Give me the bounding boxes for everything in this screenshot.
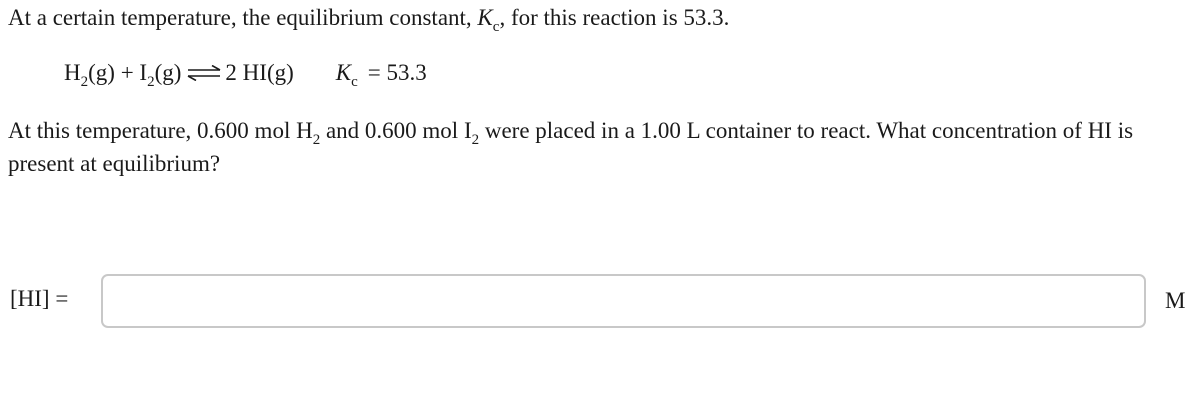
intro-part-1: At a certain temperature, the equilibrium constant, <box>8 5 478 30</box>
equilibrium-arrow-icon <box>187 65 221 81</box>
answer-input[interactable] <box>101 274 1146 328</box>
question-sub-1: 2 <box>312 132 321 148</box>
answer-row <box>0 274 1200 328</box>
k-symbol: K <box>477 5 493 30</box>
iodine-state: (g) <box>154 60 182 85</box>
equation-k-subscript: c <box>351 74 358 90</box>
hydrogen-subscript: 2 <box>80 74 89 90</box>
iodine-symbol: I <box>139 60 148 85</box>
unit-label: M <box>1165 288 1186 313</box>
question-part-3: were placed in a 1.00 L container to react. What concentration of HI is <box>479 118 1134 143</box>
reaction-equation <box>64 58 427 88</box>
question-line-1 <box>8 116 1133 146</box>
hydrogen-symbol: H <box>64 60 81 85</box>
equation-k-symbol: K <box>335 60 352 85</box>
question-sub-2: 2 <box>471 132 480 148</box>
k-subscript: c <box>492 19 500 35</box>
hydrogen-state: (g) + <box>88 60 140 85</box>
question-part-2: and 0.600 mol I <box>320 118 472 143</box>
product-hi: 2 HI(g) <box>225 60 294 85</box>
equation-k-value: = 53.3 <box>367 60 427 85</box>
answer-label: [HI] = <box>10 286 69 311</box>
iodine-subscript: 2 <box>147 74 155 90</box>
question-line-2: present at equilibrium? <box>8 151 221 176</box>
intro-text <box>8 3 729 33</box>
intro-part-2: , for this reaction is 53.3. <box>499 5 730 30</box>
question-part-1: At this temperature, 0.600 mol H <box>8 118 313 143</box>
